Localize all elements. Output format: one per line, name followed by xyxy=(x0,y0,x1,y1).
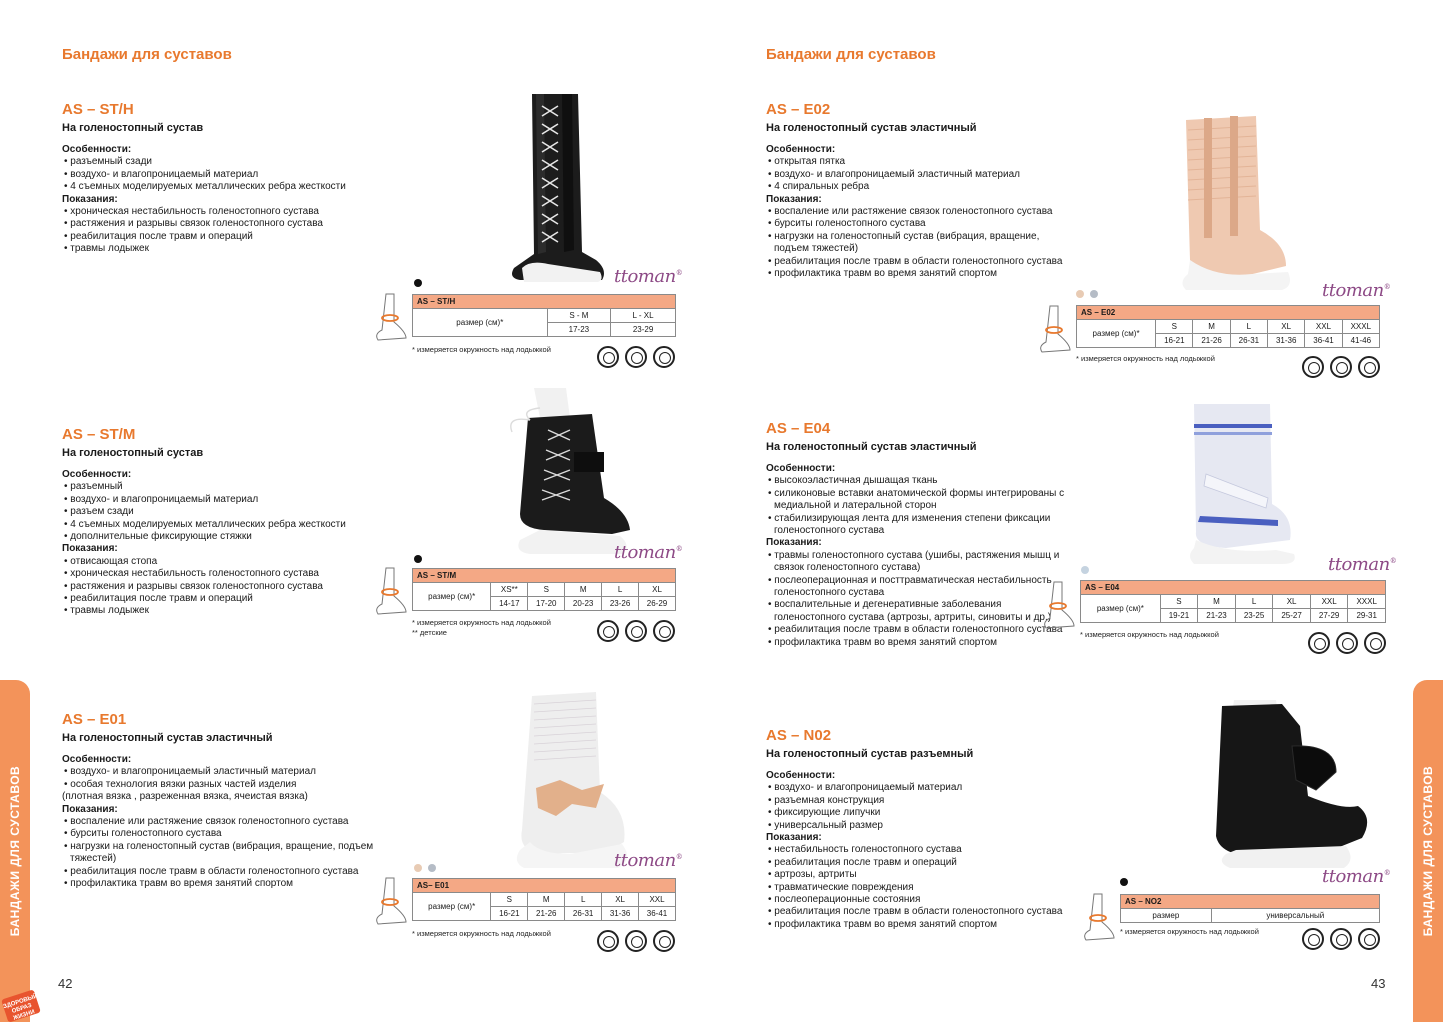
feature-item: • воздухо- и влагопроницаемый материал xyxy=(766,782,1066,794)
indications-title: Показания: xyxy=(62,803,118,815)
left-side-tab xyxy=(0,680,30,1022)
right-side-tab xyxy=(1413,680,1443,1022)
size-range-cell: 23-29 xyxy=(611,323,676,337)
feature-item: • стабилизирующая лента для изменения степени фиксации голеностопного сустава xyxy=(766,513,1066,538)
indication-item: • нагрузки на голеностопный сустав (вибрация, вращение, подъем тяжестей) xyxy=(766,231,1076,256)
st-m-cert-icon-2 xyxy=(625,620,647,642)
feature-item: • силиконовые вставки анатомической формы интегрированы с медиальной и латеральной сторон xyxy=(766,488,1066,513)
e02-note: * измеряется окружность над лодыжкой xyxy=(1076,354,1215,363)
feature-item: • дополнительные фиксирующие стяжки xyxy=(62,531,392,543)
indication-item: • реабилитация после травм и операций xyxy=(62,593,392,605)
features-list xyxy=(766,782,1066,832)
n02-cert-icon-2 xyxy=(1330,928,1352,950)
size-range-cell: 31-36 xyxy=(1268,334,1305,348)
features-title: Особенности: xyxy=(766,144,836,155)
n02-brand-logo: ttoman® xyxy=(1322,866,1391,887)
indication-item: • реабилитация после травм в области голеностопного сустава xyxy=(62,866,392,878)
product-code: AS – N02 xyxy=(766,727,832,744)
promo-badge: ЗДОРОВЫЙ ОБРАЗ ЖИЗНИ xyxy=(1,989,41,1022)
size-table-title: AS – ST/H xyxy=(413,295,676,309)
st-h-cert-icon-2 xyxy=(625,346,647,368)
indication-item: • бурситы голеностопного сустава xyxy=(62,828,392,840)
st-m-ankle-measure-icon xyxy=(372,566,410,618)
n02-size-table xyxy=(1120,894,1380,923)
indication-item: • травмы лодыжек xyxy=(62,243,392,255)
feature-item: • воздухо- и влагопроницаемый материал xyxy=(62,494,392,506)
st-h-size-table xyxy=(412,294,676,337)
e01-cert-icon-3 xyxy=(653,930,675,952)
product-st-h xyxy=(62,101,392,256)
st-m-cert-icon-1 xyxy=(597,620,619,642)
size-range-cell: 16-21 xyxy=(491,907,528,921)
st-m-color-dot xyxy=(414,555,422,563)
st-m-note-1: * измеряется окружность над лодыжкой xyxy=(412,618,551,627)
product-subtitle: На голеностопный сустав разъемный xyxy=(766,748,974,760)
size-table-row-label: размер (см)* xyxy=(413,583,491,611)
size-table-row-label: размер xyxy=(1121,909,1212,923)
left-page-header: Бандажи для суставов xyxy=(62,46,232,63)
right-page-number: 43 xyxy=(1371,976,1386,991)
size-range-cell: 41-46 xyxy=(1342,334,1379,348)
left-page-number: 42 xyxy=(58,976,73,991)
size-header-cell: XXXL xyxy=(1348,595,1386,609)
features-title: Особенности: xyxy=(62,144,132,155)
size-header-cell: L xyxy=(1235,595,1273,609)
e02-sleeve-photo xyxy=(1176,110,1296,290)
feature-item: • воздухо- и влагопроницаемый эластичный материал xyxy=(62,766,392,778)
features-list xyxy=(62,766,392,791)
st-h-note: * измеряется окружность над лодыжкой xyxy=(412,345,551,354)
product-subtitle: На голеностопный сустав xyxy=(62,447,204,459)
product-subtitle: На голеностопный сустав эластичный xyxy=(766,122,977,134)
size-header-cell: XL xyxy=(1273,595,1311,609)
product-e01 xyxy=(62,711,392,890)
e01-sleeve-photo xyxy=(500,692,640,870)
size-range-cell: 27-29 xyxy=(1310,609,1348,623)
indication-item: • реабилитация после травм и операций xyxy=(62,231,392,243)
product-code: AS – E02 xyxy=(766,101,831,118)
indications-list xyxy=(62,206,392,256)
feature-item: • универсальный размер xyxy=(766,820,1066,832)
size-range-cell: 31-36 xyxy=(602,907,639,921)
size-header-cell: L xyxy=(1230,320,1267,334)
size-table-title: AS – E04 xyxy=(1081,581,1386,595)
e01-ankle-measure-icon xyxy=(372,876,410,928)
size-header-cell: S xyxy=(491,893,528,907)
right-side-tab-label: БАНДАЖИ ДЛЯ СУСТАВОВ xyxy=(1421,765,1435,937)
size-header-cell: S xyxy=(528,583,565,597)
indication-item: • воспаление или растяжение связок голеностопного сустава xyxy=(62,816,392,828)
size-header-cell: L - XL xyxy=(611,309,676,323)
size-table-row-label: размер (см)* xyxy=(413,309,548,337)
e01-color-dot-2 xyxy=(428,864,436,872)
feature-item: • высокоэластичная дышащая ткань xyxy=(766,475,1066,487)
indication-item: • травмы лодыжек xyxy=(62,605,392,617)
n02-cert-icon-3 xyxy=(1358,928,1380,950)
product-subtitle: На голеностопный сустав эластичный xyxy=(766,441,977,453)
size-table-title: AS – ST/M xyxy=(413,569,676,583)
indication-item: • профилактика травм во время занятий спортом xyxy=(766,919,1066,931)
indications-list xyxy=(62,816,392,890)
indications-title: Показания: xyxy=(62,193,118,205)
feature-item: • разъемный сзади xyxy=(62,156,392,168)
st-m-note-2: ** детские xyxy=(412,628,447,637)
size-range-cell: 20-23 xyxy=(565,597,602,611)
indication-item: • хроническая нестабильность голеностопного сустава xyxy=(62,206,392,218)
size-header-cell: S - M xyxy=(547,309,610,323)
indication-item: • реабилитация после травм в области голеностопного сустава xyxy=(766,624,1066,636)
features-title: Особенности: xyxy=(62,754,132,765)
size-header-cell: XXL xyxy=(1305,320,1342,334)
size-table-title: AS – NO2 xyxy=(1121,895,1380,909)
features-list xyxy=(766,475,1066,537)
size-header-cell: L xyxy=(602,583,639,597)
size-range-cell: 23-26 xyxy=(602,597,639,611)
size-header-cell: XL xyxy=(1268,320,1305,334)
size-header-cell: XXXL xyxy=(1342,320,1379,334)
n02-color-dot xyxy=(1120,878,1128,886)
e01-brand-logo: ttoman® xyxy=(614,850,683,871)
features-title: Особенности: xyxy=(62,469,132,480)
size-range-cell: 21-26 xyxy=(1193,334,1230,348)
e02-brand-logo: ttoman® xyxy=(1322,280,1391,301)
indication-item: • воспаление или растяжение связок голеностопного сустава xyxy=(766,206,1076,218)
indication-item: • послеоперационная и посттравматическая нестабильность голеностопного сустава xyxy=(766,575,1066,600)
right-page-header: Бандажи для суставов xyxy=(766,46,936,63)
indications-list xyxy=(766,206,1076,280)
st-m-brace-photo xyxy=(500,388,640,558)
indications-title: Показания: xyxy=(766,832,822,844)
features-title: Особенности: xyxy=(766,770,836,781)
size-header-cell: S xyxy=(1156,320,1193,334)
size-header-cell: M xyxy=(1193,320,1230,334)
indications-list xyxy=(766,550,1066,649)
feature-item: • 4 съемных моделируемых металлических ребра жесткости xyxy=(62,519,392,531)
st-m-size-table xyxy=(412,568,676,611)
features-extra: (плотная вязка , разреженная вязка, ячеистая вязка) xyxy=(62,791,308,803)
n02-brace-photo xyxy=(1196,700,1376,872)
st-h-color-dot xyxy=(414,279,422,287)
indications-list xyxy=(766,844,1066,931)
e04-cert-icon-3 xyxy=(1364,632,1386,654)
indication-item: • послеоперационные состояния xyxy=(766,894,1066,906)
st-h-cert-icon-1 xyxy=(597,346,619,368)
features-title: Особенности: xyxy=(766,463,836,474)
indication-item: • отвисающая стопа xyxy=(62,556,392,568)
product-subtitle: На голеностопный сустав эластичный xyxy=(62,732,273,744)
size-range-cell: 17-23 xyxy=(547,323,610,337)
indication-item: • травматические повреждения xyxy=(766,882,1066,894)
indications-title: Показания: xyxy=(766,193,822,205)
size-header-cell: универсальный xyxy=(1211,909,1379,923)
product-code: AS – ST/H xyxy=(62,101,134,118)
st-h-cert-icon-3 xyxy=(653,346,675,368)
indication-item: • растяжения и разрывы связок голеностопного сустава xyxy=(62,218,392,230)
size-header-cell: XXL xyxy=(639,893,676,907)
size-range-cell: 21-23 xyxy=(1198,609,1236,623)
size-header-cell: L xyxy=(565,893,602,907)
indication-item: • реабилитация после травм в области голеностопного сустава xyxy=(766,256,1076,268)
indications-title: Показания: xyxy=(62,543,118,555)
e04-ankle-measure-icon xyxy=(1040,580,1078,632)
size-range-cell: 36-41 xyxy=(639,907,676,921)
size-range-cell: 17-20 xyxy=(528,597,565,611)
feature-item: • воздухо- и влагопроницаемый эластичный материал xyxy=(766,169,1076,181)
feature-item: • особая технология вязки разных частей изделия xyxy=(62,779,392,791)
size-range-cell: 36-41 xyxy=(1305,334,1342,348)
feature-item: • 4 спиральных ребра xyxy=(766,181,1076,193)
e01-cert-icon-2 xyxy=(625,930,647,952)
size-header-cell: M xyxy=(565,583,602,597)
e02-color-dot-1 xyxy=(1076,290,1084,298)
indication-item: • профилактика травм во время занятий спортом xyxy=(62,878,392,890)
product-subtitle: На голеностопный сустав xyxy=(62,122,204,134)
e04-size-table xyxy=(1080,580,1386,623)
product-code: AS – E04 xyxy=(766,420,831,437)
e04-color-dot xyxy=(1081,566,1089,574)
feature-item: • разъемная конструкция xyxy=(766,795,1066,807)
size-table-title: AS – E02 xyxy=(1077,306,1380,320)
indication-item: • реабилитация после травм в области голеностопного сустава xyxy=(766,906,1066,918)
st-h-brace-photo xyxy=(500,92,610,284)
indication-item: • профилактика травм во время занятий спортом xyxy=(766,637,1066,649)
size-range-cell: 23-25 xyxy=(1235,609,1273,623)
indications-list xyxy=(62,556,392,618)
size-table-row-label: размер (см)* xyxy=(1077,320,1156,348)
n02-ankle-measure-icon xyxy=(1080,892,1118,944)
indication-item: • нестабильность голеностопного сустава xyxy=(766,844,1066,856)
size-header-cell: XL xyxy=(639,583,676,597)
features-list xyxy=(62,481,392,543)
size-header-cell: M xyxy=(1198,595,1236,609)
size-table-row-label: размер (см)* xyxy=(1081,595,1161,623)
e01-note: * измеряется окружность над лодыжкой xyxy=(412,929,551,938)
size-header-cell: S xyxy=(1160,595,1198,609)
indication-item: • воспалительные и дегенеративные заболевания голеностопного сустава (артрозы, артриты, синовиты и др.) xyxy=(766,599,1066,624)
size-range-cell: 19-21 xyxy=(1160,609,1198,623)
e04-cert-icon-2 xyxy=(1336,632,1358,654)
size-table-title: AS– E01 xyxy=(413,879,676,893)
e02-color-dot-2 xyxy=(1090,290,1098,298)
st-m-brand-logo: ttoman® xyxy=(614,542,683,563)
size-range-cell: 21-26 xyxy=(528,907,565,921)
feature-item: • фиксирующие липучки xyxy=(766,807,1066,819)
indication-item: • хроническая нестабильность голеностопного сустава xyxy=(62,568,392,580)
indication-item: • профилактика травм во время занятий спортом xyxy=(766,268,1076,280)
size-header-cell: XS** xyxy=(491,583,528,597)
size-header-cell: XXL xyxy=(1310,595,1348,609)
size-range-cell: 26-29 xyxy=(639,597,676,611)
size-range-cell: 26-31 xyxy=(1230,334,1267,348)
e02-cert-icon-2 xyxy=(1330,356,1352,378)
st-h-brand-logo: ttoman® xyxy=(614,266,683,287)
e04-sleeve-photo xyxy=(1186,404,1306,564)
indication-item: • бурситы голеностопного сустава xyxy=(766,218,1076,230)
n02-note: * измеряется окружность над лодыжкой xyxy=(1120,927,1259,936)
size-range-cell: 26-31 xyxy=(565,907,602,921)
product-st-m xyxy=(62,426,392,618)
e02-cert-icon-1 xyxy=(1302,356,1324,378)
indication-item: • травмы голеностопного сустава (ушибы, растяжения мышц и связок голеностопного сустава) xyxy=(766,550,1066,575)
feature-item: • 4 съемных моделируемых металлических ребра жесткости xyxy=(62,181,392,193)
e04-cert-icon-1 xyxy=(1308,632,1330,654)
e02-cert-icon-3 xyxy=(1358,356,1380,378)
features-list xyxy=(766,156,1076,193)
product-code: AS – ST/M xyxy=(62,426,136,443)
product-n02 xyxy=(766,727,1066,931)
feature-item: • разъем сзади xyxy=(62,506,392,518)
indication-item: • реабилитация после травм и операций xyxy=(766,857,1066,869)
size-range-cell: 16-21 xyxy=(1156,334,1193,348)
indications-title: Показания: xyxy=(766,537,822,549)
features-list xyxy=(62,156,392,193)
st-m-cert-icon-3 xyxy=(653,620,675,642)
product-e04 xyxy=(766,420,1066,649)
left-side-tab-label: БАНДАЖИ ДЛЯ СУСТАВОВ xyxy=(8,765,22,937)
size-header-cell: M xyxy=(528,893,565,907)
size-range-cell: 25-27 xyxy=(1273,609,1311,623)
feature-item: • разъемный xyxy=(62,481,392,493)
e02-size-table xyxy=(1076,305,1380,348)
e02-ankle-measure-icon xyxy=(1036,304,1074,356)
size-range-cell: 14-17 xyxy=(491,597,528,611)
e01-cert-icon-1 xyxy=(597,930,619,952)
e04-brand-logo: ttoman® xyxy=(1328,554,1397,575)
n02-cert-icon-1 xyxy=(1302,928,1324,950)
e04-note: * измеряется окружность над лодыжкой xyxy=(1080,630,1219,639)
indication-item: • нагрузки на голеностопный сустав (вибрация, вращение, подъем тяжестей) xyxy=(62,841,392,866)
size-table-row-label: размер (см)* xyxy=(413,893,491,921)
feature-item: • открытая пятка xyxy=(766,156,1076,168)
e01-color-dot-1 xyxy=(414,864,422,872)
indication-item: • растяжения и разрывы связок голеностопного сустава xyxy=(62,581,392,593)
product-e02 xyxy=(766,101,1076,280)
product-code: AS – E01 xyxy=(62,711,127,728)
feature-item: • воздухо- и влагопроницаемый материал xyxy=(62,169,392,181)
e01-size-table xyxy=(412,878,676,921)
st-h-ankle-measure-icon xyxy=(372,292,410,344)
indication-item: • артрозы, артриты xyxy=(766,869,1066,881)
size-range-cell: 29-31 xyxy=(1348,609,1386,623)
size-header-cell: XL xyxy=(602,893,639,907)
